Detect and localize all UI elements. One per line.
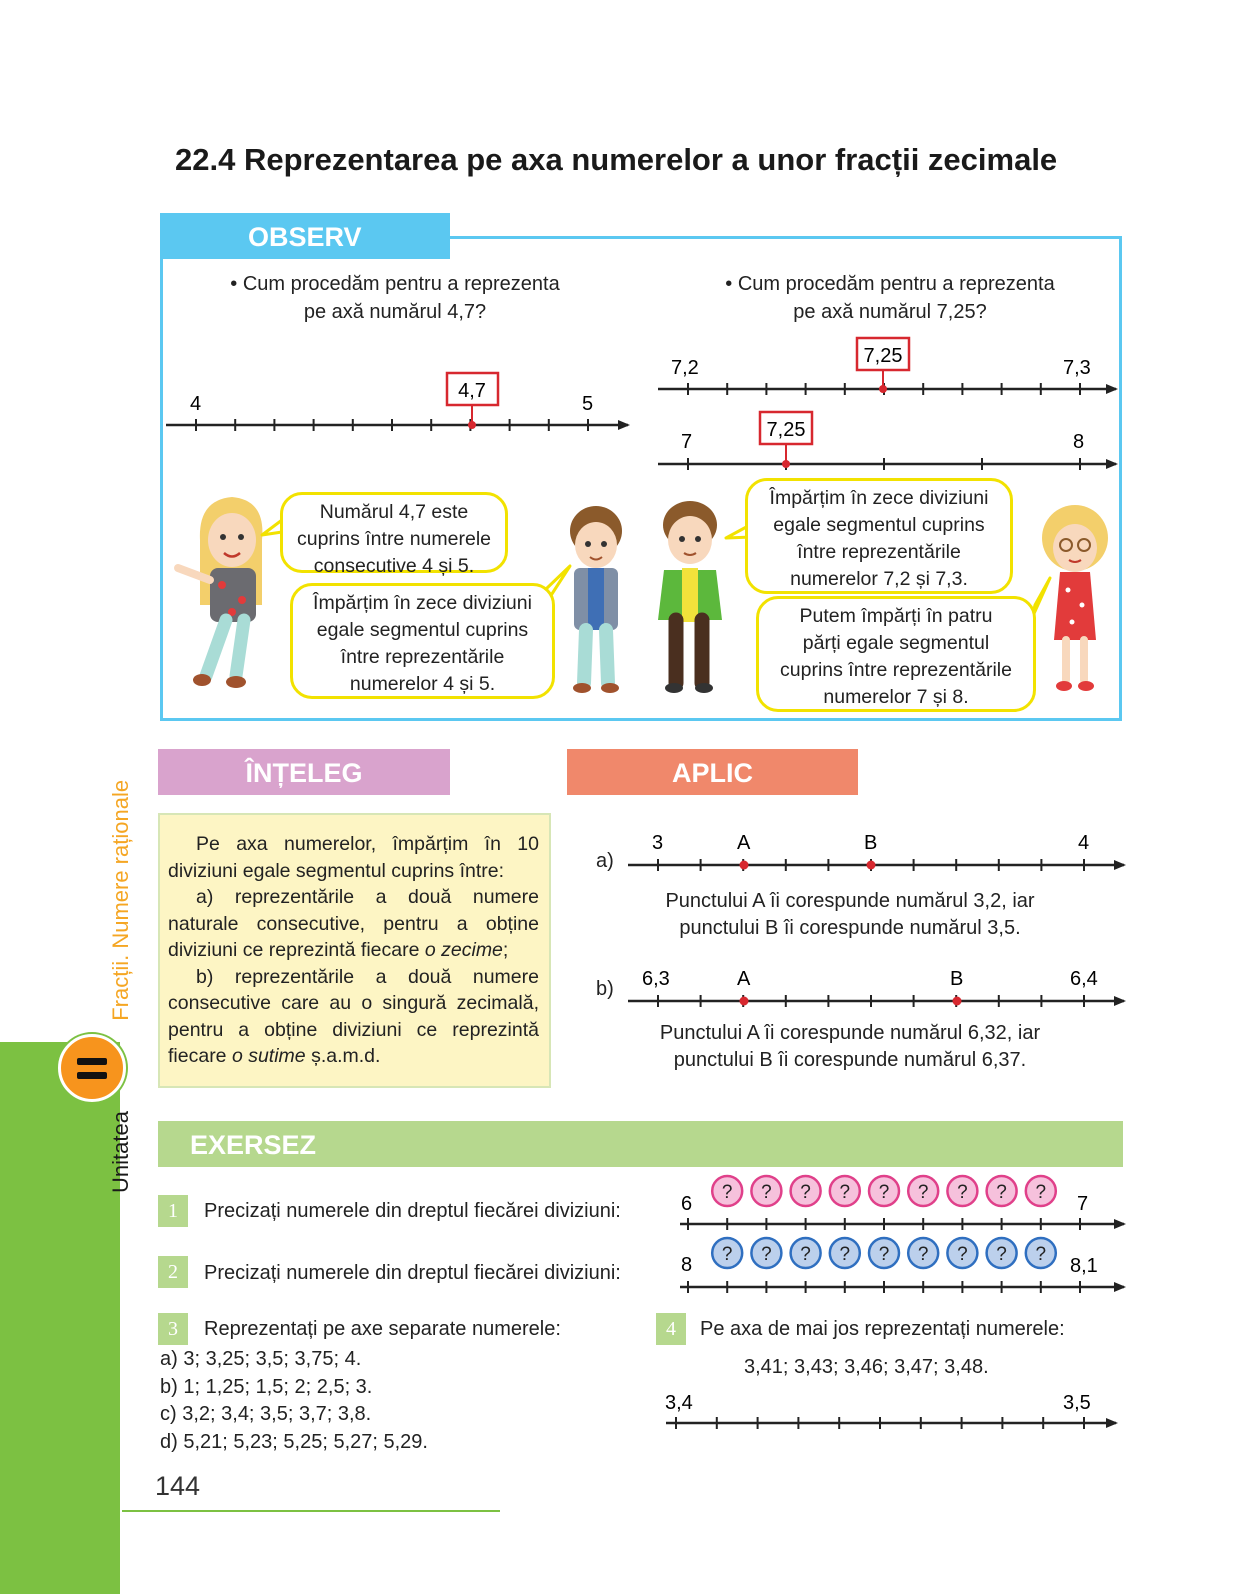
unknown-value-mark: ?	[996, 1182, 1007, 1203]
inteleg-p3-text: b) reprezentările a două numere consecutive care au o singură zecimală, pentru a obține diviziuni ce reprezintă fiecare	[168, 965, 539, 1067]
aplic-a-start-label: 3	[652, 832, 664, 854]
section-header-exersez: EXERSEZ	[158, 1121, 1123, 1167]
unknown-value-mark: ?	[761, 1244, 772, 1265]
sidebar-unit-word: Unitatea	[108, 1111, 133, 1193]
axis1-end-label: 5	[582, 393, 594, 415]
aplic-b-end-label: 6,4	[1070, 968, 1098, 990]
exercise-1-number: 1	[158, 1195, 188, 1227]
axis3-start-label: 7	[681, 431, 693, 453]
aplic-a-answer	[570, 888, 1130, 942]
section-header-aplic: APLIC	[567, 749, 858, 795]
inteleg-p3-emphasis: o sutime	[231, 1045, 306, 1067]
aplic-b-label: b)	[596, 978, 614, 1000]
unknown-value-mark: ?	[917, 1182, 929, 1203]
ex2-axis	[680, 1238, 1124, 1293]
speech-bubble-3	[745, 478, 1013, 594]
exercise-2-text: Precizați numerele din dreptul fiecărei diviziuni:	[204, 1262, 621, 1284]
bubble1-line: cuprins între numerele	[296, 528, 491, 550]
question-right-line2: pe axă numărul 7,25?	[793, 301, 987, 323]
exercise-3-list	[160, 1346, 428, 1456]
bubble3-line: Împărțim în zece diviziuni	[769, 487, 989, 509]
boy-green-jacket-illustration	[658, 501, 722, 693]
ex4-end-label: 3,5	[1063, 1392, 1091, 1414]
ex1-axis	[680, 1176, 1124, 1230]
inteleg-p2-emphasis: o zecime	[424, 939, 503, 961]
axis3-end-label: 8	[1073, 431, 1085, 453]
axis1-marked-point	[468, 421, 476, 429]
aplic-a-end-label: 4	[1078, 832, 1090, 854]
exercise-4-number: 4	[656, 1313, 686, 1345]
unknown-value-mark: ?	[721, 1244, 733, 1265]
ex2-start-label: 8	[681, 1254, 693, 1276]
aplic-a-point-b-label: B	[864, 832, 878, 854]
speech-bubble-2	[290, 583, 555, 699]
axis2-marked-label: 7,25	[863, 345, 903, 367]
unknown-value-mark: ?	[800, 1182, 811, 1203]
unknown-value-mark: ?	[761, 1182, 772, 1203]
bubble2-line: numerelor 4 și 5.	[349, 673, 496, 695]
question-left-line1: • Cum procedăm pentru a reprezenta	[230, 273, 560, 295]
speech-bubble-1	[280, 492, 508, 577]
axis2-end-label: 7,3	[1063, 357, 1091, 379]
bubble2-line: egale segmentul cuprins	[316, 619, 529, 641]
aplic-b-point-b-label: B	[950, 968, 964, 990]
inteleg-paragraph-2	[168, 884, 539, 964]
section-header-inteleg: ÎNȚELEG	[158, 749, 450, 795]
axis2-marked-point	[879, 385, 887, 393]
unknown-value-mark: ?	[839, 1244, 851, 1265]
exercise-3-item: a) 3; 3,25; 3,5; 3,75; 4.	[160, 1348, 362, 1370]
inteleg-paragraph-1: Pe axa numerelor, împărțim în 10 diviziuni egale segmentul cuprins între:	[168, 833, 539, 882]
question-left-line2: pe axă numărul 4,7?	[303, 301, 487, 323]
ex1-end-label: 7	[1077, 1193, 1089, 1215]
exercise-2-number: 2	[158, 1256, 188, 1288]
bubble1-line: consecutive 4 și 5.	[313, 555, 475, 577]
exercise-1-text: Precizați numerele din dreptul fiecărei diviziuni:	[204, 1200, 621, 1222]
bubble2-line: între reprezentările	[340, 646, 505, 668]
inteleg-paragraph-3	[168, 964, 539, 1070]
unknown-value-mark: ?	[878, 1182, 890, 1203]
inteleg-p2-text: a) reprezentările a două numere naturale consecutive, pentru a obține diviziuni ce reprezintă fiecare	[168, 886, 539, 961]
unknown-value-mark: ?	[957, 1182, 968, 1203]
exercise-4-numbers: 3,41; 3,43; 3,46; 3,47; 3,48.	[744, 1356, 989, 1378]
aplic-axis-a	[628, 832, 1124, 871]
unknown-value-mark: ?	[721, 1182, 733, 1203]
axis1-marked-label: 4,7	[458, 380, 486, 402]
aplic-a-line1: Punctului A îi corespunde numărul 3,2, iar	[665, 890, 1035, 912]
axis3-marked-point	[782, 460, 790, 468]
ex2-end-label: 8,1	[1070, 1255, 1098, 1277]
unknown-value-mark: ?	[996, 1244, 1007, 1265]
bubble3-line: numerelor 7,2 și 7,3.	[790, 568, 968, 590]
sidebar-unit-title	[108, 780, 134, 1193]
aplic-a-point-a	[740, 861, 749, 870]
aplic-b-point-b	[953, 997, 962, 1006]
exercise-4-text: Pe axa de mai jos reprezentați numerele:	[700, 1318, 1065, 1340]
exercise-3-item: d) 5,21; 5,23; 5,25; 5,27; 5,29.	[160, 1430, 428, 1453]
bubble4-line: cuprins între reprezentările	[780, 659, 1012, 681]
aplic-b-line2: punctului B îi corespunde numărul 6,37.	[673, 1049, 1027, 1071]
exercise-3-text: Reprezentați pe axe separate numerele:	[204, 1318, 561, 1340]
axis-4-5	[166, 373, 628, 431]
axis3-marked-label: 7,25	[766, 419, 806, 441]
axis1-start-label: 4	[190, 393, 202, 415]
bubble4-line: părți egale segmentul	[802, 632, 990, 654]
unknown-value-mark: ?	[957, 1244, 968, 1265]
ex1-start-label: 6	[681, 1193, 693, 1215]
aplic-a-point-b	[867, 861, 876, 870]
aplic-a-label: a)	[596, 850, 614, 872]
question-right-line1: • Cum procedăm pentru a reprezenta	[725, 273, 1055, 295]
bubble3-line: între reprezentările	[797, 541, 961, 563]
unknown-value-mark: ?	[878, 1244, 890, 1265]
unknown-value-mark: ?	[917, 1244, 929, 1265]
unknown-value-mark: ?	[1035, 1182, 1047, 1203]
unknown-value-mark: ?	[839, 1182, 851, 1203]
unknown-value-mark: ?	[1035, 1244, 1047, 1265]
girl-glasses-illustration	[1042, 505, 1108, 691]
unknown-value-mark: ?	[800, 1244, 811, 1265]
page-number: 144	[155, 1471, 201, 1501]
bubble2-line: Împărțim în zece diviziuni	[313, 592, 532, 614]
section-header-observ: OBSERV	[160, 213, 450, 259]
exercise-3-item: c) 3,2; 3,4; 3,5; 3,7; 3,8.	[160, 1403, 372, 1425]
exercise-3-item: b) 1; 1,25; 1,5; 2; 2,5; 3.	[160, 1375, 373, 1398]
axis2-start-label: 7,2	[671, 357, 699, 379]
speech-bubble-4	[756, 596, 1036, 712]
aplic-a-point-a-label: A	[737, 832, 751, 854]
girl-blonde-illustration	[178, 497, 262, 688]
bubble4-line: Putem împărți în patru	[799, 605, 993, 627]
bubble4-line: numerelor 7 și 8.	[823, 686, 969, 708]
bubble3-line: egale segmentul cuprins	[773, 514, 985, 536]
aplic-b-start-label: 6,3	[642, 968, 670, 990]
inteleg-p2-end: ;	[502, 939, 509, 961]
axis-7.2-7.3	[658, 338, 1116, 395]
unit-number-badge	[58, 1034, 126, 1102]
aplic-b-line1: Punctului A îi corespunde numărul 6,32, iar	[659, 1022, 1041, 1044]
aplic-a-line2: punctului B îi corespunde numărul 3,5.	[679, 917, 1021, 939]
boy-vest-illustration	[570, 506, 622, 693]
bubble1-line: Numărul 4,7 este	[319, 501, 469, 523]
inteleg-p3-end: ș.a.m.d.	[305, 1045, 381, 1067]
page-title: 22.4 Reprezentarea pe axa numerelor a unor fracții zecimale	[175, 142, 1058, 177]
page-footer-line	[122, 1510, 500, 1512]
aplic-b-answer	[570, 1020, 1130, 1074]
axis-7-8	[658, 412, 1116, 470]
ex4-start-label: 3,4	[665, 1392, 693, 1414]
sidebar-chapter-name: Fracții. Numere raționale	[108, 779, 133, 1021]
sidebar-band	[0, 1042, 120, 1594]
aplic-axis-b	[628, 968, 1124, 1007]
ex4-axis	[665, 1392, 1116, 1429]
inteleg-box	[158, 813, 551, 1088]
aplic-b-point-a-label: A	[737, 968, 751, 990]
exercise-3-number: 3	[158, 1313, 188, 1345]
aplic-b-point-a	[740, 997, 749, 1006]
